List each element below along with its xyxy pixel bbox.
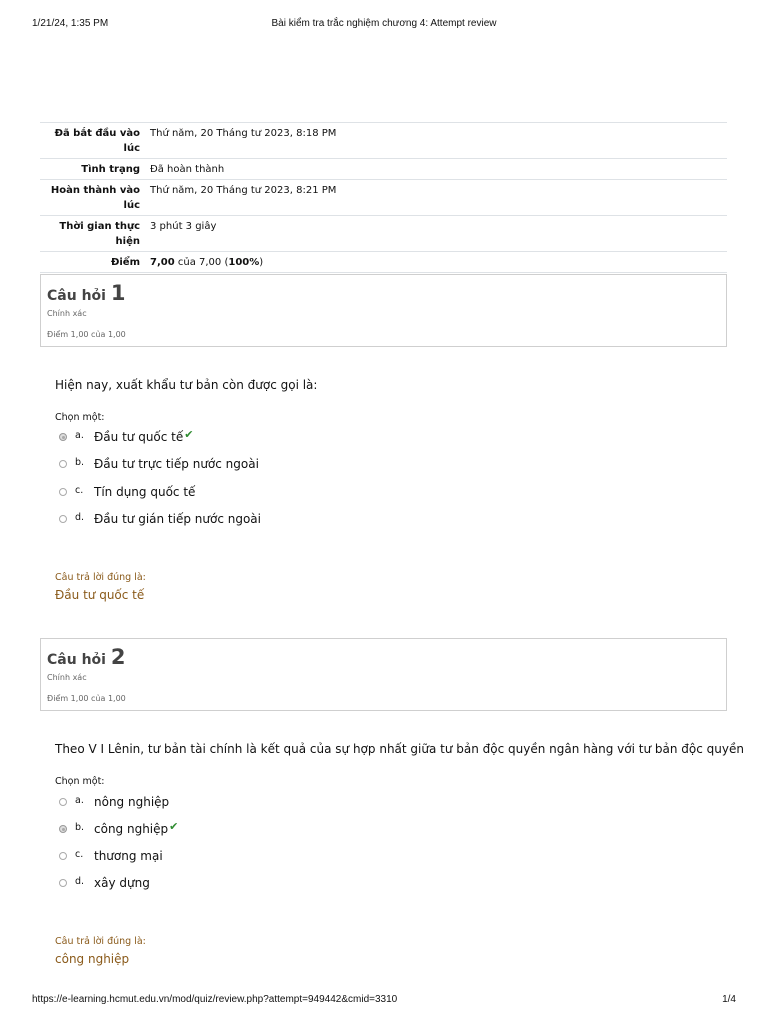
grade-close: ) bbox=[259, 257, 264, 268]
print-title: Bài kiểm tra trắc nghiệm chương 4: Attempt review bbox=[271, 18, 497, 29]
print-datetime: 1/21/24, 1:35 PM bbox=[32, 18, 109, 29]
question-number bbox=[47, 645, 125, 669]
attempt-summary-table bbox=[40, 122, 727, 273]
completed-value: Thứ năm, 20 Tháng tư 2023, 8:21 PM bbox=[146, 180, 727, 216]
question-1-right-answer-label: Câu trả lời đúng là: bbox=[55, 572, 146, 583]
option-letter: c. bbox=[75, 485, 84, 496]
option-label: Đầu tư gián tiếp nước ngoài bbox=[94, 512, 261, 526]
question-1-right-answer: Đầu tư quốc tế bbox=[55, 588, 145, 602]
question-2-prompt: Chọn một: bbox=[55, 776, 105, 787]
option-letter: a. bbox=[75, 430, 84, 441]
time-value: 3 phút 3 giây bbox=[146, 216, 727, 252]
summary-row-time bbox=[40, 216, 727, 252]
radio-button[interactable] bbox=[59, 433, 67, 441]
question-state: Chính xác bbox=[47, 309, 87, 318]
question-2-right-answer-label: Câu trả lời đúng là: bbox=[55, 936, 146, 947]
question-2-right-answer: công nghiệp bbox=[55, 952, 130, 966]
radio-button[interactable] bbox=[59, 825, 67, 833]
grade-value bbox=[146, 252, 727, 273]
started-label: Đã bắt đầu vào lúc bbox=[40, 123, 146, 159]
summary-row-started bbox=[40, 123, 727, 159]
option-label: công nghiệp bbox=[94, 822, 169, 836]
grade-score: 7,00 bbox=[150, 257, 175, 268]
print-footer bbox=[0, 994, 768, 1008]
question-state: Chính xác bbox=[47, 673, 87, 682]
option-label: Đầu tư quốc tế bbox=[94, 430, 184, 444]
started-value: Thứ năm, 20 Tháng tư 2023, 8:18 PM bbox=[146, 123, 727, 159]
print-page-number: 1/4 bbox=[722, 994, 736, 1005]
question-num: 2 bbox=[110, 645, 126, 669]
question-label: Câu hỏi bbox=[47, 652, 106, 668]
check-icon: ✔ bbox=[184, 428, 194, 441]
radio-button[interactable] bbox=[59, 879, 67, 887]
summary-row-completed bbox=[40, 180, 727, 216]
radio-button[interactable] bbox=[59, 798, 67, 806]
print-url[interactable]: https://e-learning.hcmut.edu.vn/mod/quiz/review.php?attempt=949442&cmid=3310 bbox=[32, 994, 398, 1005]
summary-row-state bbox=[40, 159, 727, 180]
state-value: Đã hoàn thành bbox=[146, 159, 727, 180]
option-letter: c. bbox=[75, 849, 84, 860]
question-1-text: Hiện nay, xuất khẩu tư bản còn được gọi là: bbox=[55, 378, 318, 392]
completed-label: Hoàn thành vào lúc bbox=[40, 180, 146, 216]
grade-label: Điểm bbox=[40, 252, 146, 273]
question-2-text: Theo V I Lênin, tư bản tài chính là kết quả của sự hợp nhất giữa tư bản độc quyền ngân hàng với tư bản độc quyền bbox=[55, 742, 744, 756]
option-letter: d. bbox=[75, 512, 85, 523]
radio-button[interactable] bbox=[59, 852, 67, 860]
grade-of: của 7,00 ( bbox=[174, 257, 229, 268]
option-letter: a. bbox=[75, 795, 84, 806]
question-number bbox=[47, 281, 125, 305]
radio-button[interactable] bbox=[59, 488, 67, 496]
grade-percent: 100% bbox=[228, 257, 260, 268]
option-letter: b. bbox=[75, 457, 85, 468]
option-text bbox=[94, 822, 178, 836]
question-grade: Điểm 1,00 của 1,00 bbox=[47, 694, 126, 703]
option-label: Đầu tư trực tiếp nước ngoài bbox=[94, 457, 259, 471]
question-1-info bbox=[40, 274, 727, 347]
option-letter: d. bbox=[75, 876, 85, 887]
question-2-info bbox=[40, 638, 727, 711]
option-text bbox=[94, 430, 193, 444]
question-1-prompt: Chọn một: bbox=[55, 412, 105, 423]
option-label: Tín dụng quốc tế bbox=[94, 485, 196, 499]
question-num: 1 bbox=[110, 281, 126, 305]
question-label: Câu hỏi bbox=[47, 288, 106, 304]
option-label: xây dựng bbox=[94, 876, 150, 890]
radio-button[interactable] bbox=[59, 460, 67, 468]
question-grade: Điểm 1,00 của 1,00 bbox=[47, 330, 126, 339]
print-header bbox=[0, 18, 768, 32]
state-label: Tình trạng bbox=[40, 159, 146, 180]
check-icon: ✔ bbox=[169, 820, 179, 833]
option-letter: b. bbox=[75, 822, 85, 833]
radio-button[interactable] bbox=[59, 515, 67, 523]
time-label: Thời gian thực hiện bbox=[40, 216, 146, 252]
summary-row-grade bbox=[40, 252, 727, 273]
option-label: thương mại bbox=[94, 849, 163, 863]
option-label: nông nghiệp bbox=[94, 795, 170, 809]
